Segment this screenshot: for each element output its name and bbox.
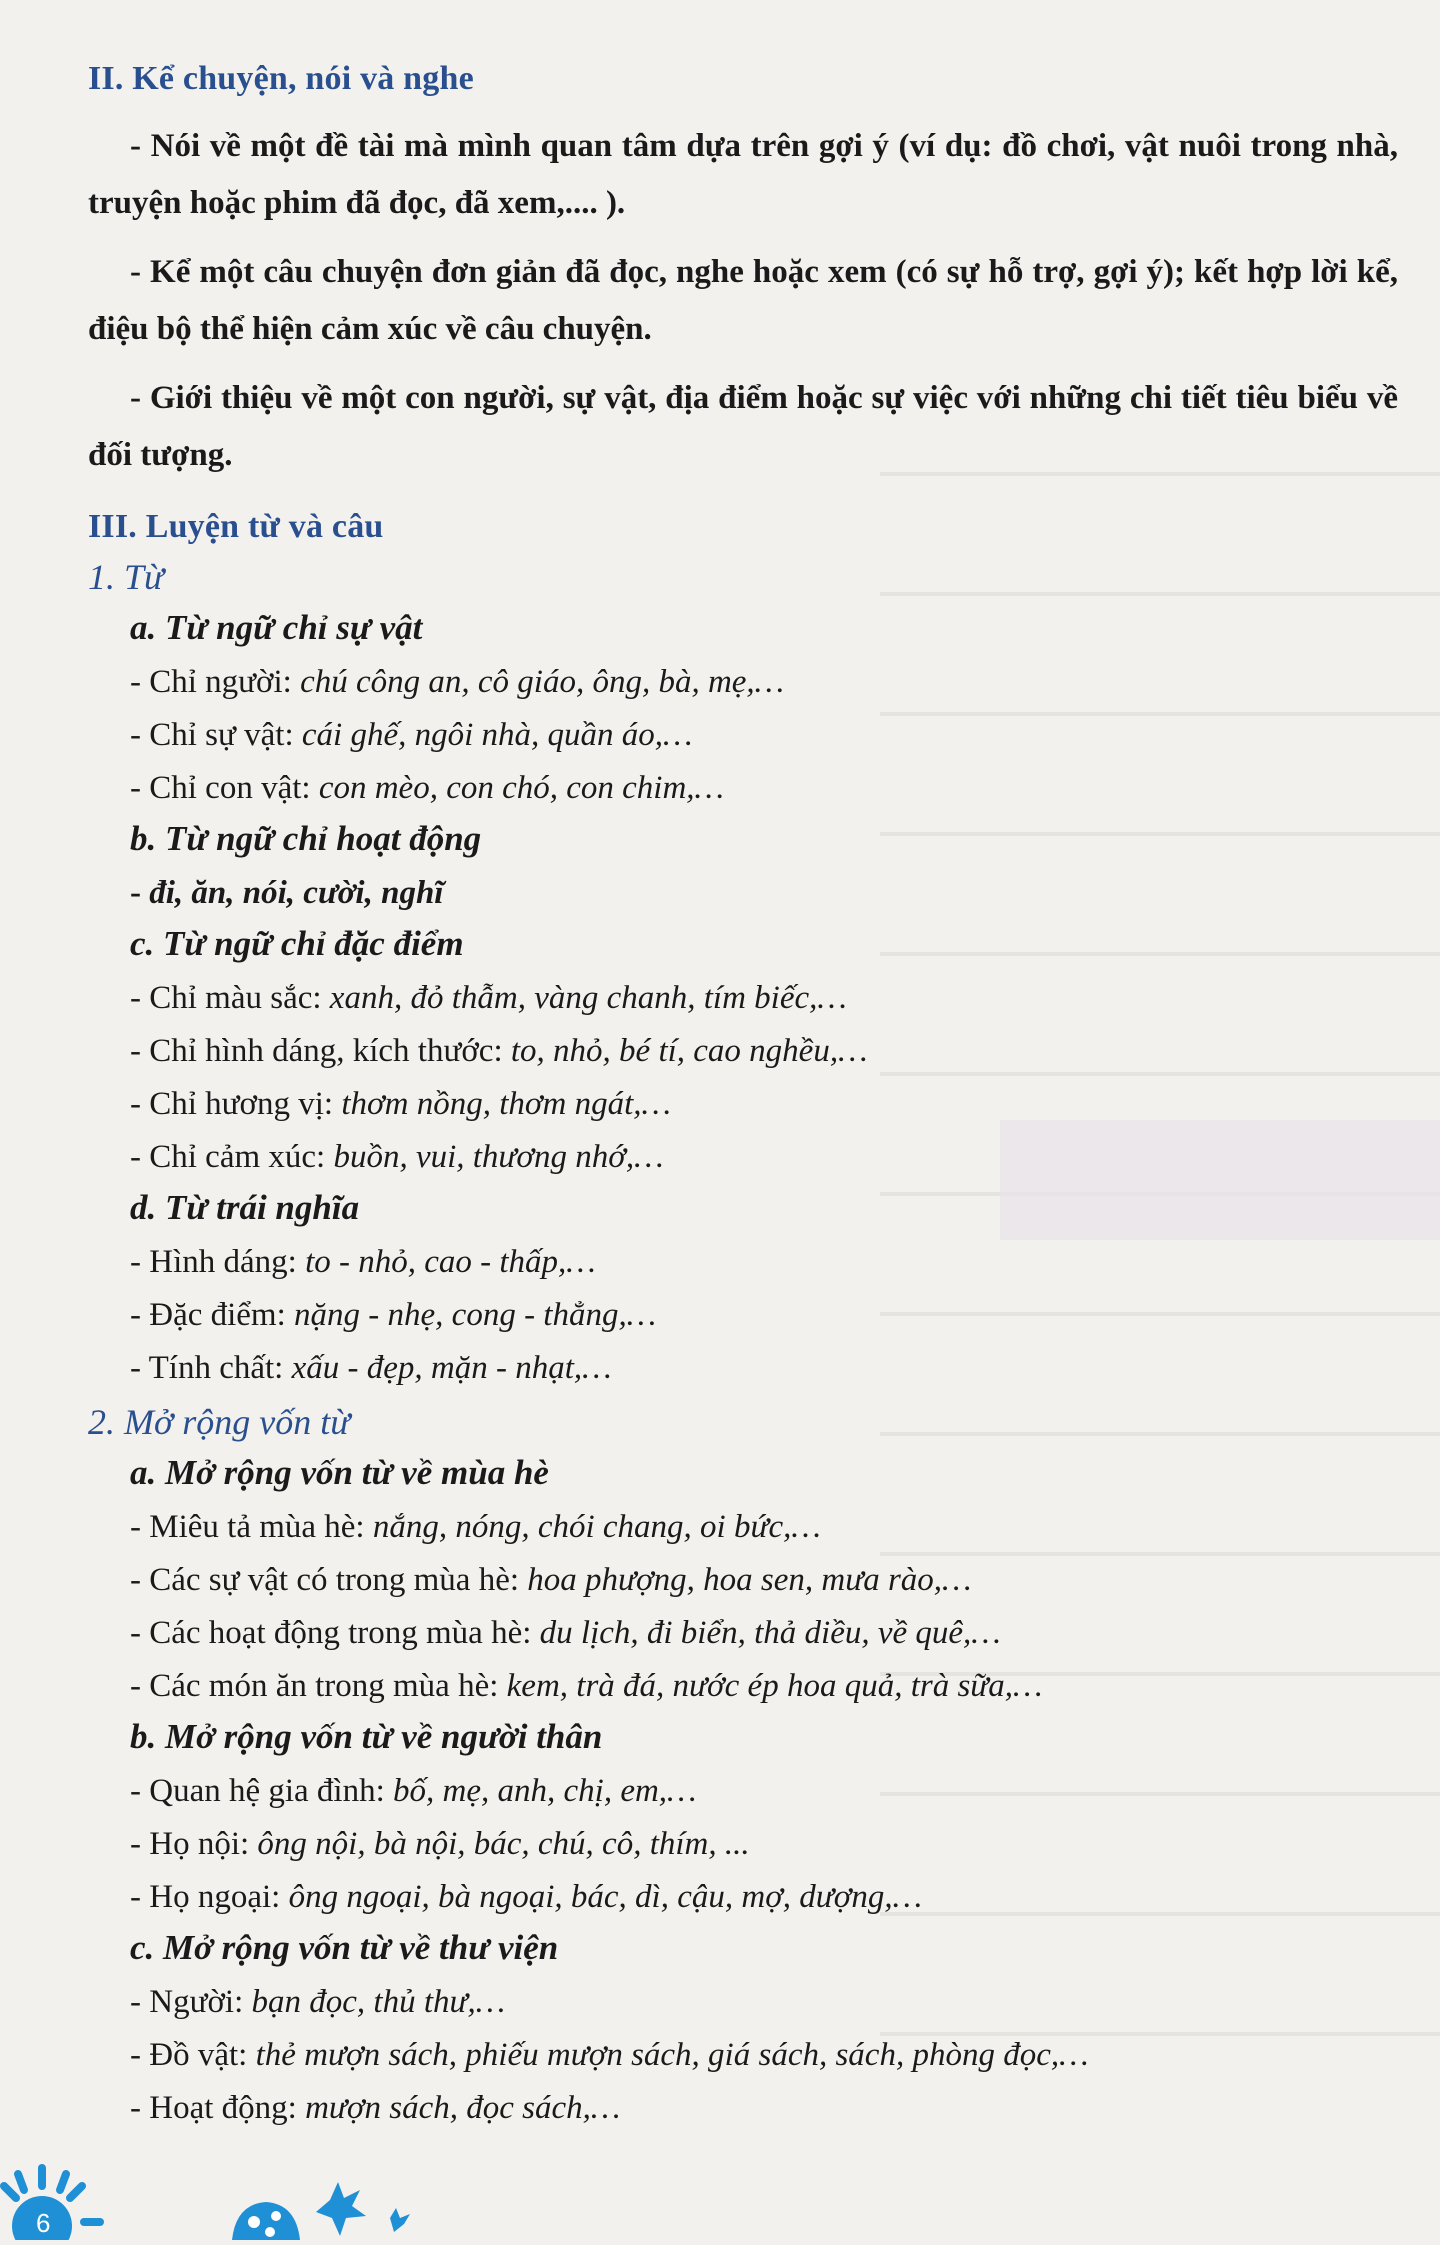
category-trai-nghia: d. Từ trái nghĩa [130, 1188, 360, 1227]
list-item: - Đặc điểm: nặng - nhẹ, cong - thẳng,… [130, 1297, 657, 1333]
list-item: - Quan hệ gia đình: bố, mẹ, anh, chị, em,… [130, 1773, 697, 1809]
sun-icon [4, 2168, 100, 2240]
category-su-vat: a. Từ ngữ chỉ sự vật [130, 608, 423, 647]
section-heading-ke-chuyen: II. Kể chuyện, nói và nghe [88, 60, 474, 97]
paragraph-3 [88, 370, 1398, 484]
list-item: - Hình dáng: to - nhỏ, cao - thấp,… [130, 1244, 596, 1280]
list-item: - Họ ngoại: ông ngoại, bà ngoại, bác, dì, cậu, mợ, dượng,… [130, 1879, 923, 1915]
page-number: 6 [36, 2208, 51, 2238]
list-item: - Chỉ hương vị: thơm nồng, thơm ngát,… [130, 1086, 671, 1122]
paragraph-2 [88, 244, 1398, 358]
list-item: - Đồ vật: thẻ mượn sách, phiếu mượn sách, giá sách, sách, phòng đọc,… [130, 2037, 1089, 2073]
subheading-tu: 1. Từ [88, 557, 164, 597]
paragraph-1 [88, 118, 1398, 232]
list-item: - Người: bạn đọc, thủ thư,… [130, 1984, 506, 2020]
category-hoat-dong: b. Từ ngữ chỉ hoạt động [130, 819, 482, 858]
list-item: - Các hoạt động trong mùa hè: du lịch, đi biển, thả diều, về quê,… [130, 1615, 1001, 1651]
list-item: - Tính chất: xấu - đẹp, mặn - nhạt,… [130, 1350, 612, 1386]
section-heading-luyen-tu: III. Luyện từ và câu [88, 508, 384, 545]
list-item: - Họ nội: ông nội, bà nội, bác, chú, cô, thím, ... [130, 1826, 750, 1862]
mushroom-icon [232, 2202, 300, 2240]
subheading-mo-rong: 2. Mở rộng vốn từ [88, 1402, 350, 1442]
list-item: - Chỉ màu sắc: xanh, đỏ thẫm, vàng chanh, tím biếc,… [130, 980, 847, 1016]
list-item: - Chỉ người: chú công an, cô giáo, ông, bà, mẹ,… [130, 664, 785, 700]
category-dac-diem: c. Từ ngữ chỉ đặc điểm [130, 924, 464, 963]
category-mua-he: a. Mở rộng vốn từ về mùa hè [130, 1453, 549, 1492]
list-item: - Chỉ con vật: con mèo, con chó, con chim,… [130, 770, 724, 806]
list-item: - Các sự vật có trong mùa hè: hoa phượng, hoa sen, mưa rào,… [130, 1562, 972, 1598]
list-item: - Hoạt động: mượn sách, đọc sách,… [130, 2090, 621, 2126]
paragraph-text: - Nói về một đề tài mà mình quan tâm dựa trên gợi ý (ví dụ: đồ chơi, vật nuôi trong nhà, truyện hoặc phim đã đọc, đã xem,.... ). [88, 128, 1398, 221]
category-thu-vien: c. Mở rộng vốn từ về thư viện [130, 1928, 559, 1967]
category-nguoi-than: b. Mở rộng vốn từ về người thân [130, 1717, 603, 1756]
page-content [88, 60, 1398, 2135]
footer-decor [0, 2160, 1440, 2240]
list-item: - đi, ăn, nói, cười, nghĩ [130, 875, 444, 911]
page-footer [0, 2160, 1440, 2240]
list-item: - Miêu tả mùa hè: nắng, nóng, chói chang, oi bức,… [130, 1509, 821, 1545]
list-item: - Các món ăn trong mùa hè: kem, trà đá, nước ép hoa quả, trà sữa,… [130, 1668, 1043, 1704]
list-item: - Chỉ sự vật: cái ghế, ngôi nhà, quần áo,… [130, 717, 693, 753]
paragraph-text: - Kể một câu chuyện đơn giản đã đọc, nghe hoặc xem (có sự hỗ trợ, gợi ý); kết hợp lời kể, điệu bộ thể hiện cảm xúc về câu chuyện. [88, 254, 1398, 347]
list-item: - Chỉ hình dáng, kích thước: to, nhỏ, bé tí, cao nghều,… [130, 1033, 868, 1069]
paragraph-text: - Giới thiệu về một con người, sự vật, địa điểm hoặc sự việc với những chi tiết tiêu biểu về đối tượng. [88, 380, 1398, 473]
list-item: - Chỉ cảm xúc: buồn, vui, thương nhớ,… [130, 1139, 664, 1175]
flower-icon [316, 2182, 410, 2236]
